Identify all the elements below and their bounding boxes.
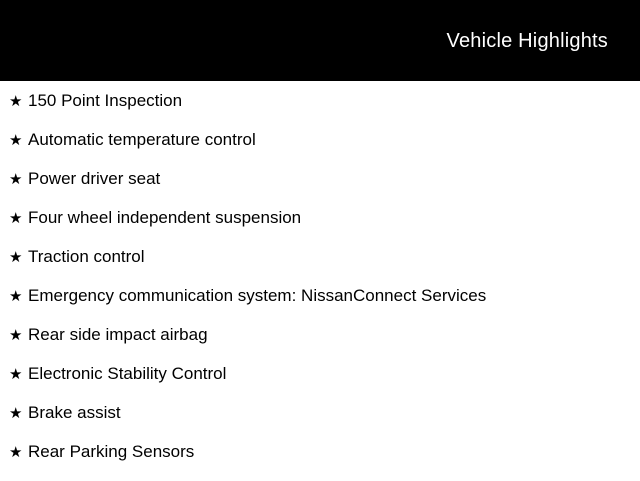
list-item-label: Emergency communication system: NissanConnect Services [28, 286, 487, 305]
star-bullet-icon: ★ [9, 93, 23, 110]
list-item [0, 169, 640, 208]
list-item-label: 150 Point Inspection [28, 91, 183, 110]
list-item [0, 91, 640, 130]
star-bullet-icon: ★ [9, 327, 23, 344]
list-item-label: Power driver seat [28, 169, 161, 188]
list-item [0, 286, 640, 325]
star-bullet-icon: ★ [9, 249, 23, 266]
list-item [0, 325, 640, 364]
list-item [0, 442, 640, 481]
header-bar [0, 0, 640, 81]
list-item-label: Rear side impact airbag [28, 325, 208, 344]
page-title: Vehicle Highlights [446, 29, 608, 52]
list-item-label: Brake assist [28, 403, 121, 422]
vehicle-highlights-list [0, 81, 640, 481]
list-item [0, 208, 640, 247]
star-bullet-icon: ★ [9, 210, 23, 227]
list-item [0, 130, 640, 169]
list-item-label: Rear Parking Sensors [28, 442, 195, 461]
star-bullet-icon: ★ [9, 132, 23, 149]
star-bullet-icon: ★ [9, 288, 23, 305]
list-item [0, 247, 640, 286]
star-bullet-icon: ★ [9, 444, 23, 461]
star-bullet-icon: ★ [9, 405, 23, 422]
list-item-label: Traction control [28, 247, 145, 266]
star-bullet-icon: ★ [9, 366, 23, 383]
list-item-label: Electronic Stability Control [28, 364, 227, 383]
list-item-label: Automatic temperature control [28, 130, 256, 149]
list-item [0, 403, 640, 442]
list-item [0, 364, 640, 403]
star-bullet-icon: ★ [9, 171, 23, 188]
list-item-label: Four wheel independent suspension [28, 208, 302, 227]
